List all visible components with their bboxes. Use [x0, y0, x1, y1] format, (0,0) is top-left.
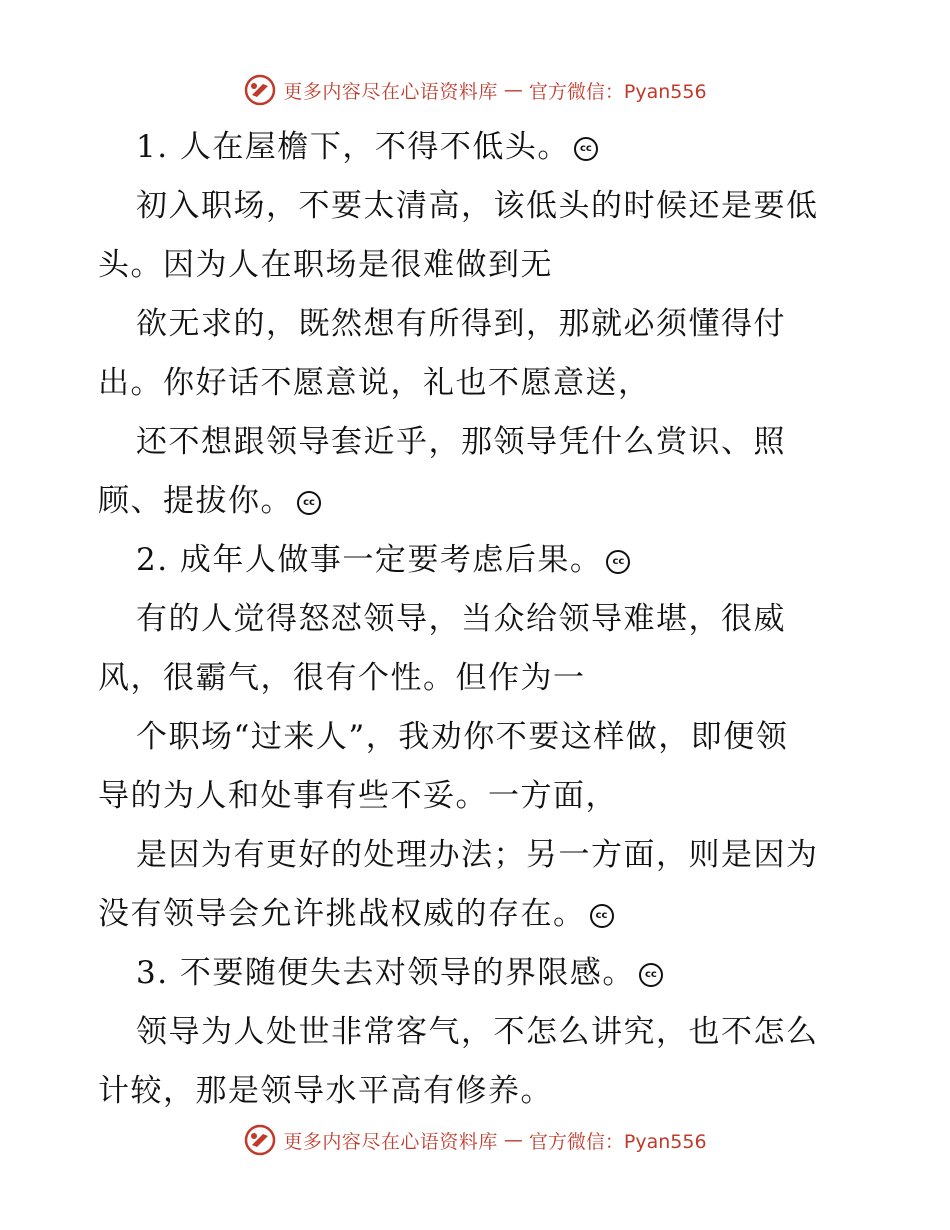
- paragraph-line: 欲无求的，既然想有所得到，那就必须懂得付: [136, 306, 786, 342]
- banner-wechat: 官方微信：Pyan556: [528, 1130, 707, 1153]
- brand-logo-icon: [243, 1123, 277, 1157]
- banner-separator: —: [503, 1129, 523, 1151]
- paragraph-line: 还不想跟领导套近乎，那领导凭什么赏识、照: [136, 424, 786, 460]
- paragraph-line: 出。你好话不愿意说，礼也不愿意送，: [98, 365, 651, 401]
- banner-separator: —: [503, 79, 523, 101]
- document-body: [98, 118, 858, 1121]
- section-heading-2: 2. 成年人做事一定要考虑后果。 cc: [98, 531, 858, 590]
- paragraph-line: 领导为人处世非常客气，不怎么讲究，也不怎么: [136, 1014, 819, 1050]
- paragraph-line-end: 顾、提拔你。 cc: [98, 472, 858, 531]
- cc-icon: cc: [639, 963, 663, 987]
- cc-icon: cc: [574, 137, 598, 161]
- paragraph-line: 计较，那是领导水平高有修养。: [98, 1073, 553, 1109]
- cc-icon: cc: [606, 550, 630, 574]
- paragraph-line-end: 没有领导会允许挑战权威的存在。 cc: [98, 885, 858, 944]
- paragraph-line: 初入职场，不要太清高，该低头的时候还是要低: [136, 188, 819, 224]
- paragraph-line: 个职场“过来人”，我劝你不要这样做，即便领: [136, 719, 789, 755]
- paragraph-line: 风，很霸气，很有个性。但作为一: [98, 660, 586, 696]
- cc-icon: cc: [297, 491, 321, 515]
- paragraph-line: 是因为有更好的处理办法；另一方面，则是因为: [136, 837, 819, 873]
- footer-banner: [0, 1120, 950, 1160]
- cc-icon: cc: [590, 904, 614, 928]
- paragraph-line: 导的为人和处事有些不妥。一方面，: [98, 778, 618, 814]
- banner-text: 更多内容尽在心语资料库: [283, 80, 498, 103]
- paragraph-line: 头。因为人在职场是很难做到无: [98, 247, 553, 283]
- section-heading-3: 3. 不要随便失去对领导的界限感。 cc: [98, 944, 858, 1003]
- banner-text: 更多内容尽在心语资料库: [283, 1130, 498, 1153]
- banner-wechat: 官方微信：Pyan556: [528, 80, 707, 103]
- section-heading-1: 1. 人在屋檐下，不得不低头。 cc: [98, 118, 858, 177]
- header-banner: [0, 70, 950, 110]
- brand-logo-icon: [243, 73, 277, 107]
- paragraph-line: 有的人觉得怒怼领导，当众给领导难堪，很威: [136, 601, 786, 637]
